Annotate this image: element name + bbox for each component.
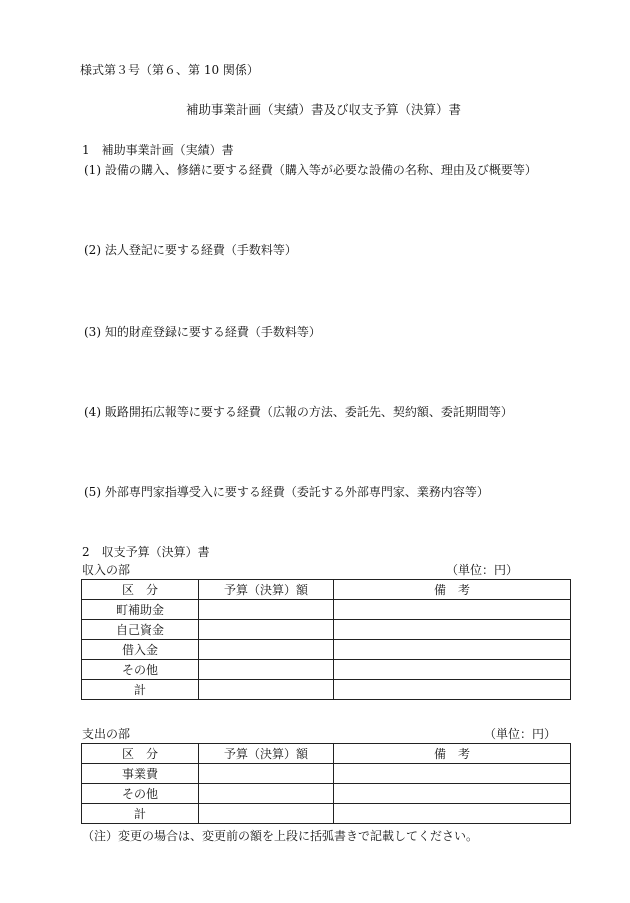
amount-cell[interactable]	[199, 680, 334, 700]
remarks-cell[interactable]	[334, 660, 571, 680]
table-total-row	[82, 680, 571, 700]
expense-label: 支出の部	[82, 727, 131, 741]
section1-heading: 1 補助事業計画（実績）書	[82, 143, 234, 157]
expense-unit: （単位：円）	[484, 727, 557, 741]
table-header-row	[82, 580, 571, 600]
header-category: 区 分	[82, 744, 199, 764]
table-total-row	[82, 804, 571, 824]
header-amount: 予算（決算）額	[199, 580, 334, 600]
row-category: 町補助金	[82, 600, 199, 620]
amount-cell[interactable]	[199, 600, 334, 620]
plan-item-5: (5) 外部専門家指導受入に要する経費（委託する外部専門家、業務内容等）	[84, 485, 489, 499]
amount-cell[interactable]	[199, 784, 334, 804]
table-row	[82, 784, 571, 804]
amount-cell[interactable]	[199, 620, 334, 640]
header-remarks: 備 考	[334, 580, 571, 600]
expense-table	[81, 743, 571, 824]
row-category: その他	[82, 784, 199, 804]
remarks-cell[interactable]	[334, 764, 571, 784]
row-category: 計	[82, 804, 199, 824]
table-row	[82, 600, 571, 620]
remarks-cell[interactable]	[334, 640, 571, 660]
document-title: 補助事業計画（実績）書及び収支予算（決算）書	[186, 102, 462, 117]
amount-cell[interactable]	[199, 660, 334, 680]
table-header-row	[82, 744, 571, 764]
income-label: 収入の部	[82, 563, 131, 577]
row-category: 借入金	[82, 640, 199, 660]
amount-cell[interactable]	[199, 640, 334, 660]
row-category: その他	[82, 660, 199, 680]
header-amount: 予算（決算）額	[199, 744, 334, 764]
row-category: 計	[82, 680, 199, 700]
income-table	[81, 579, 571, 700]
row-category: 自己資金	[82, 620, 199, 640]
remarks-cell[interactable]	[334, 680, 571, 700]
table-row	[82, 660, 571, 680]
plan-item-4: (4) 販路開拓広報等に要する経費（広報の方法、委託先、契約額、委託期間等）	[84, 405, 513, 419]
income-unit: （単位：円）	[446, 563, 519, 577]
table-row	[82, 640, 571, 660]
header-category: 区 分	[82, 580, 199, 600]
amount-cell[interactable]	[199, 804, 334, 824]
table-row	[82, 620, 571, 640]
plan-item-2: (2) 法人登記に要する経費（手数料等）	[84, 243, 297, 257]
form-reference: 様式第３号（第６、第 10 関係）	[80, 63, 259, 77]
remarks-cell[interactable]	[334, 784, 571, 804]
table-row	[82, 764, 571, 784]
plan-item-1: (1) 設備の購入、修繕に要する経費（購入等が必要な設備の名称、理由及び概要等）	[84, 163, 537, 177]
amount-cell[interactable]	[199, 764, 334, 784]
plan-item-3: (3) 知的財産登録に要する経費（手数料等）	[84, 325, 321, 339]
footnote: （注）変更の場合は、変更前の額を上段に括弧書きで記載してください。	[82, 829, 479, 843]
header-remarks: 備 考	[334, 744, 571, 764]
row-category: 事業費	[82, 764, 199, 784]
remarks-cell[interactable]	[334, 620, 571, 640]
remarks-cell[interactable]	[334, 804, 571, 824]
section2-heading: 2 収支予算（決算）書	[82, 545, 210, 559]
remarks-cell[interactable]	[334, 600, 571, 620]
